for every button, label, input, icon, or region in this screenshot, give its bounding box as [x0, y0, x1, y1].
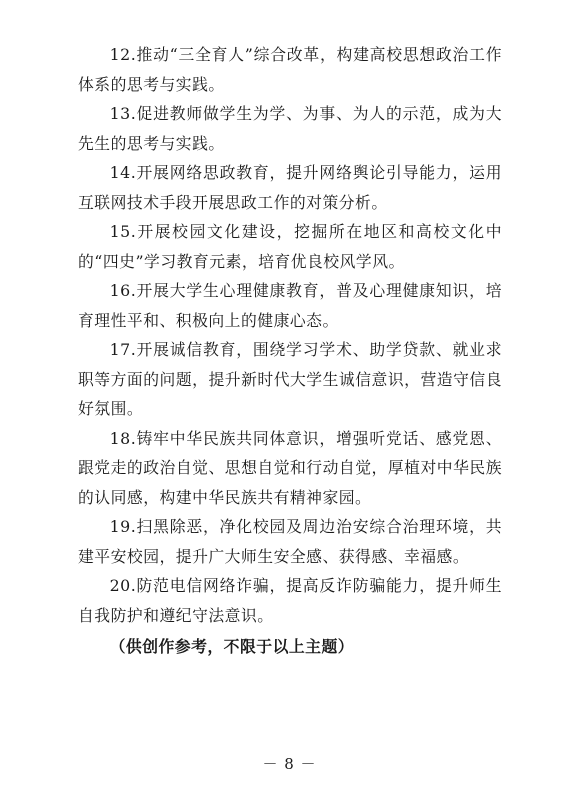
- topic-item-12: 12.推动“三全育人”综合改革，构建高校思想政治工作体系的思考与实践。: [78, 45, 502, 94]
- topic-item-15: 15.开展校园文化建设，挖掘所在地区和高校文化中的“四史”学习教育元素，培育优良校风学风。: [78, 222, 502, 271]
- topic-item-13: 13.促进教师做学生为学、为事、为人的示范，成为大先生的思考与实践。: [78, 104, 502, 153]
- topic-item-19: 19.扫黑除恶，净化校园及周边治安综合治理环境，共建平安校园，提升广大师生安全感、获得感、幸福感。: [78, 517, 502, 566]
- reference-note: （供创作参考，不限于以上主题）: [109, 637, 355, 656]
- document-body: [78, 40, 502, 677]
- page-number: － 8 －: [262, 755, 317, 773]
- topic-item-18: 18.铸牢中华民族共同体意识，增强听党话、感党恩、跟党走的政治自觉、思想自觉和行动自觉，厚植对中华民族的认同感，构建中华民族共有精神家园。: [78, 428, 502, 507]
- topic-item-16: 16.开展大学生心理健康教育，普及心理健康知识，培育理性平和、积极向上的健康心态。: [78, 281, 502, 330]
- topic-item-14: 14.开展网络思政教育，提升网络舆论引导能力，运用互联网技术手段开展思政工作的对策分析。: [78, 163, 502, 212]
- topic-item-20: 20.防范电信网络诈骗，提高反诈防骗能力，提升师生自我防护和遵纪守法意识。: [78, 576, 502, 625]
- topic-item-17: 17.开展诚信教育，围绕学习学术、助学贷款、就业求职等方面的问题，提升新时代大学生诚信意识，营造守信良好氛围。: [78, 340, 502, 418]
